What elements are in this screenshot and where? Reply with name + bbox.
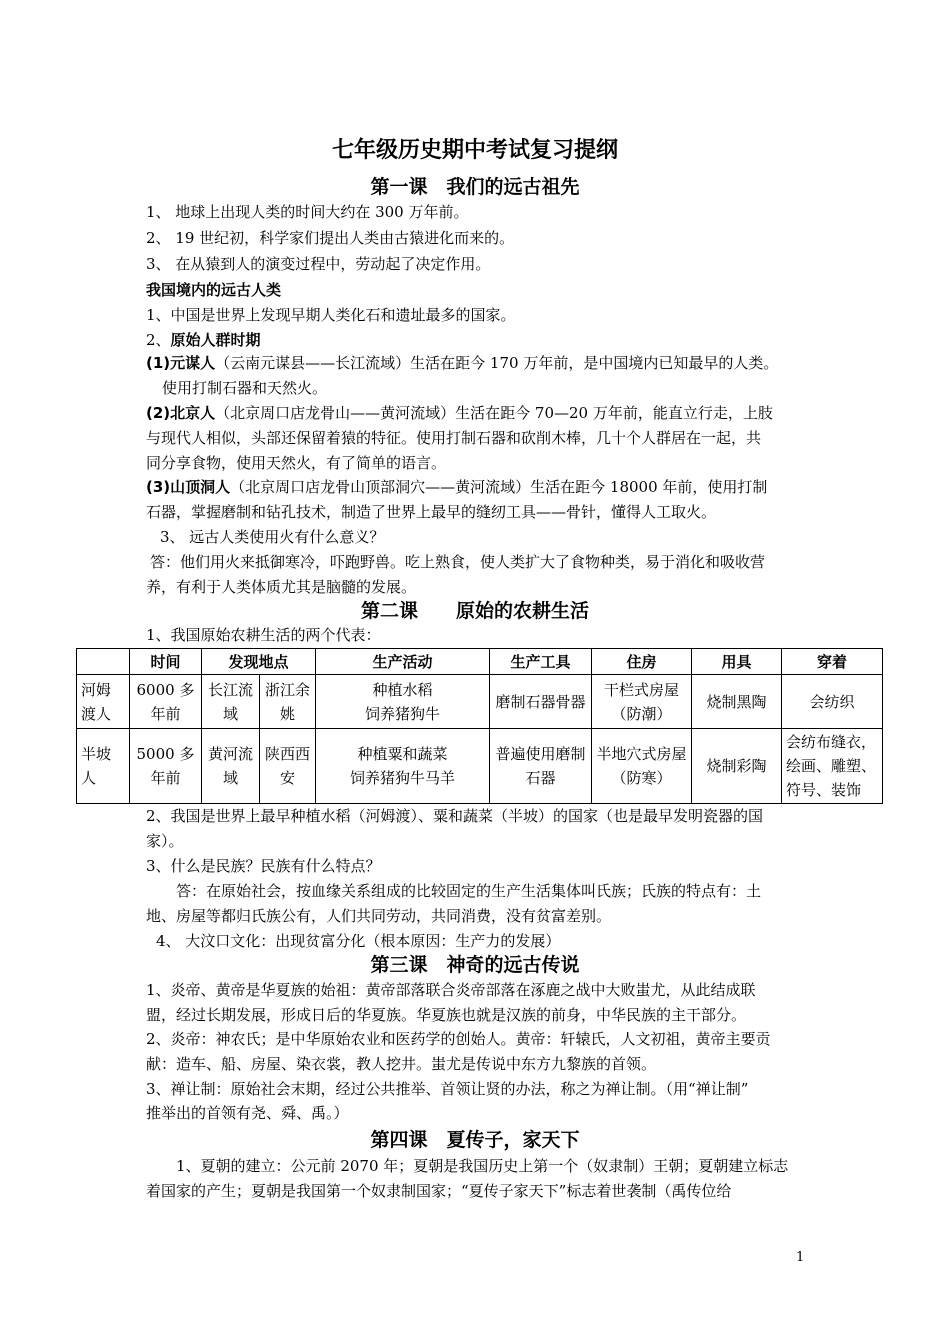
table-cell [316,729,490,804]
yuanmou-line-2: 使用打制石器和天然火。 [162,379,328,397]
table-cell: 6000 多年前 [130,675,202,729]
lesson3-point-3-line-2: 推举出的首领有尧、舜、禹。） [146,1104,349,1122]
activity-line: 种植粟和蔬菜 [357,745,448,763]
lesson3-heading: 第三课 神奇的远古传说 [370,954,580,976]
lesson1-point-5 [146,330,261,350]
lesson4-point-1-line-1: 1、夏朝的建立：公元前 2070 年；夏朝是我国历史上第一个（奴隶制）王朝；夏朝建立标志 [176,1157,789,1175]
table-header-cell [77,649,130,675]
lesson4-heading: 第四课 夏传子，家天下 [370,1129,580,1151]
point-number: 2、 [146,331,171,349]
yuanmou-text: （云南元谋县——长江流域）生活在距今 170 万年前，是中国境内已知最早的人类。 [215,354,779,372]
table-header-cell: 穿着 [782,649,883,675]
lesson1-answer-3-line-1: 答：他们用火来抵御寒冷，吓跑野兽。吃上熟食，使人类扩大了食物种类，易于消化和吸收营 [150,553,766,571]
lesson3-point-1-line-1: 1、炎帝、黄帝是华夏族的始祖：黄帝部落联合炎帝部落在涿鹿之战中大败蚩尤，从此结成联 [146,981,756,999]
lesson2-heading: 第二课 原始的农耕生活 [360,600,589,622]
table-row [77,729,883,804]
lesson1-point-2: 2、 19 世纪初，科学家们提出人类由古猿进化而来的。 [146,229,515,247]
yuanmou-line-1 [146,353,778,373]
table-header-cell: 生产工具 [490,649,592,675]
table-cell: 烧制黑陶 [692,675,782,729]
yuanmou-label: (1)元谋人 [146,354,216,372]
table-cell: 黄河流域 [202,729,260,804]
table-cell: 陕西西安 [260,729,316,804]
lesson2-answer-3-line-2: 地、房屋等都归氏族公有，人们共同劳动，共同消费，没有贫富差别。 [146,907,612,925]
lesson2-point-4: 4、 大汶口文化：出现贫富分化（根本原因：生产力的发展） [156,932,561,950]
beijing-line-1 [146,403,773,423]
lesson1-point-4: 1、中国是世界上发现早期人类化石和遗址最多的国家。 [146,306,516,324]
table-header-row [77,649,883,675]
lesson1-subheading: 我国境内的远古人类 [146,281,282,299]
page-number: 1 [796,1250,805,1265]
lesson2-question-3: 3、什么是民族？民族有什么特点？ [146,857,381,875]
lesson3-point-2-line-2: 献：造车、船、房屋、染衣裳，教人挖井。蚩尤是传说中东方九黎族的首领。 [146,1055,657,1073]
table-cell: 浙江余姚 [260,675,316,729]
lesson1-point-3: 3、 在从猿到人的演变过程中，劳动起了决定作用。 [146,255,491,273]
table-cell: 磨制石器骨器 [490,675,592,729]
document-title: 七年级历史期中考试复习提纲 [331,137,618,163]
table-header-cell: 发现地点 [202,649,316,675]
beijing-line-2: 与现代人相似，头部还保留着猿的特征。使用打制石器和砍削木棒，几十个人群居在一起，共 [146,429,762,447]
lesson1-answer-3-line-2: 养，有利于人类体质尤其是脑髓的发展。 [146,578,417,596]
table-cell: 长江流域 [202,675,260,729]
activity-line: 种植水稻 [372,680,433,699]
lesson2-point-2-line-2: 家）。 [146,832,184,850]
table-cell: 河姆渡人 [77,675,130,729]
beijing-line-3: 同分享食物，使用天然火，有了简单的语言。 [146,454,447,472]
table-cell: 普遍使用磨制石器 [490,729,592,804]
beijing-text: （北京周口店龙骨山——黄河流域）生活在距今 70—20 万年前，能直立行走，上肢 [215,404,773,422]
lesson2-point-2-line-1: 2、我国是世界上最早种植水稻（河姆渡）、粟和蔬菜（半坡）的国家（也是最早发明瓷器的国 [146,807,764,825]
lesson3-point-3-line-1: 3、禅让制：原始社会末期，经过公共推举、首领让贤的办法，称之为禅让制。（用“禅让制” [146,1080,749,1098]
farming-comparison-table [76,648,883,804]
lesson3-point-1-line-2: 盟，经过长期发展，形成日后的华夏族。华夏族也就是汉族的前身，中华民族的主干部分。 [146,1006,747,1024]
table-cell: 半坡人 [77,729,130,804]
lesson1-point-1: 1、 地球上出现人类的时间大约在 300 万年前。 [146,203,469,221]
lesson3-point-2-line-1: 2、炎帝：神农氏；是中华原始农业和医药学的创始人。黄帝：轩辕氏，人文初祖，黄帝主要贡 [146,1030,771,1048]
beijing-label: (2)北京人 [146,404,216,422]
table-header-cell: 时间 [130,649,202,675]
point-bold: 原始人群时期 [170,331,261,349]
table-row [77,675,883,729]
lesson1-heading: 第一课 我们的远古祖先 [370,176,580,198]
table-cell: 烧制彩陶 [692,729,782,804]
shandingdong-label: (3)山顶洞人 [146,478,231,496]
activity-line: 饲养猪狗牛马羊 [350,769,456,787]
shandingdong-line-2: 石器，掌握磨制和钻孔技术，制造了世界上最早的缝纫工具——骨针，懂得人工取火。 [146,503,717,521]
table-cell: 干栏式房屋（防潮） [592,675,692,729]
activity-line: 饲养猪狗牛 [365,704,441,723]
shandingdong-line-1 [146,477,767,497]
table-cell: 半地穴式房屋（防寒） [592,729,692,804]
shandingdong-text: （北京周口店龙骨山顶部洞穴——黄河流域）生活在距今 18000 年前，使用打制 [230,478,768,496]
table-cell: 会纺织 [782,675,883,729]
table-cell: 会纺布缝衣，绘画、雕塑、符号、装饰 [782,729,883,804]
lesson2-point-1: 1、我国原始农耕生活的两个代表： [146,626,381,644]
table-header-cell: 生产活动 [316,649,490,675]
lesson2-answer-3-line-1: 答：在原始社会，按血缘关系组成的比较固定的生产生活集体叫氏族；氏族的特点有：土 [176,882,762,900]
table-cell: 5000 多年前 [130,729,202,804]
lesson4-point-1-line-2: 着国家的产生；夏朝是我国第一个奴隶制国家；“夏传子家天下”标志着世袭制（禹传位给 [146,1182,732,1200]
table-cell [316,675,490,729]
table-header-cell: 用具 [692,649,782,675]
lesson1-question-3: 3、 远古人类使用火有什么意义？ [160,528,385,546]
table-header-cell: 住房 [592,649,692,675]
